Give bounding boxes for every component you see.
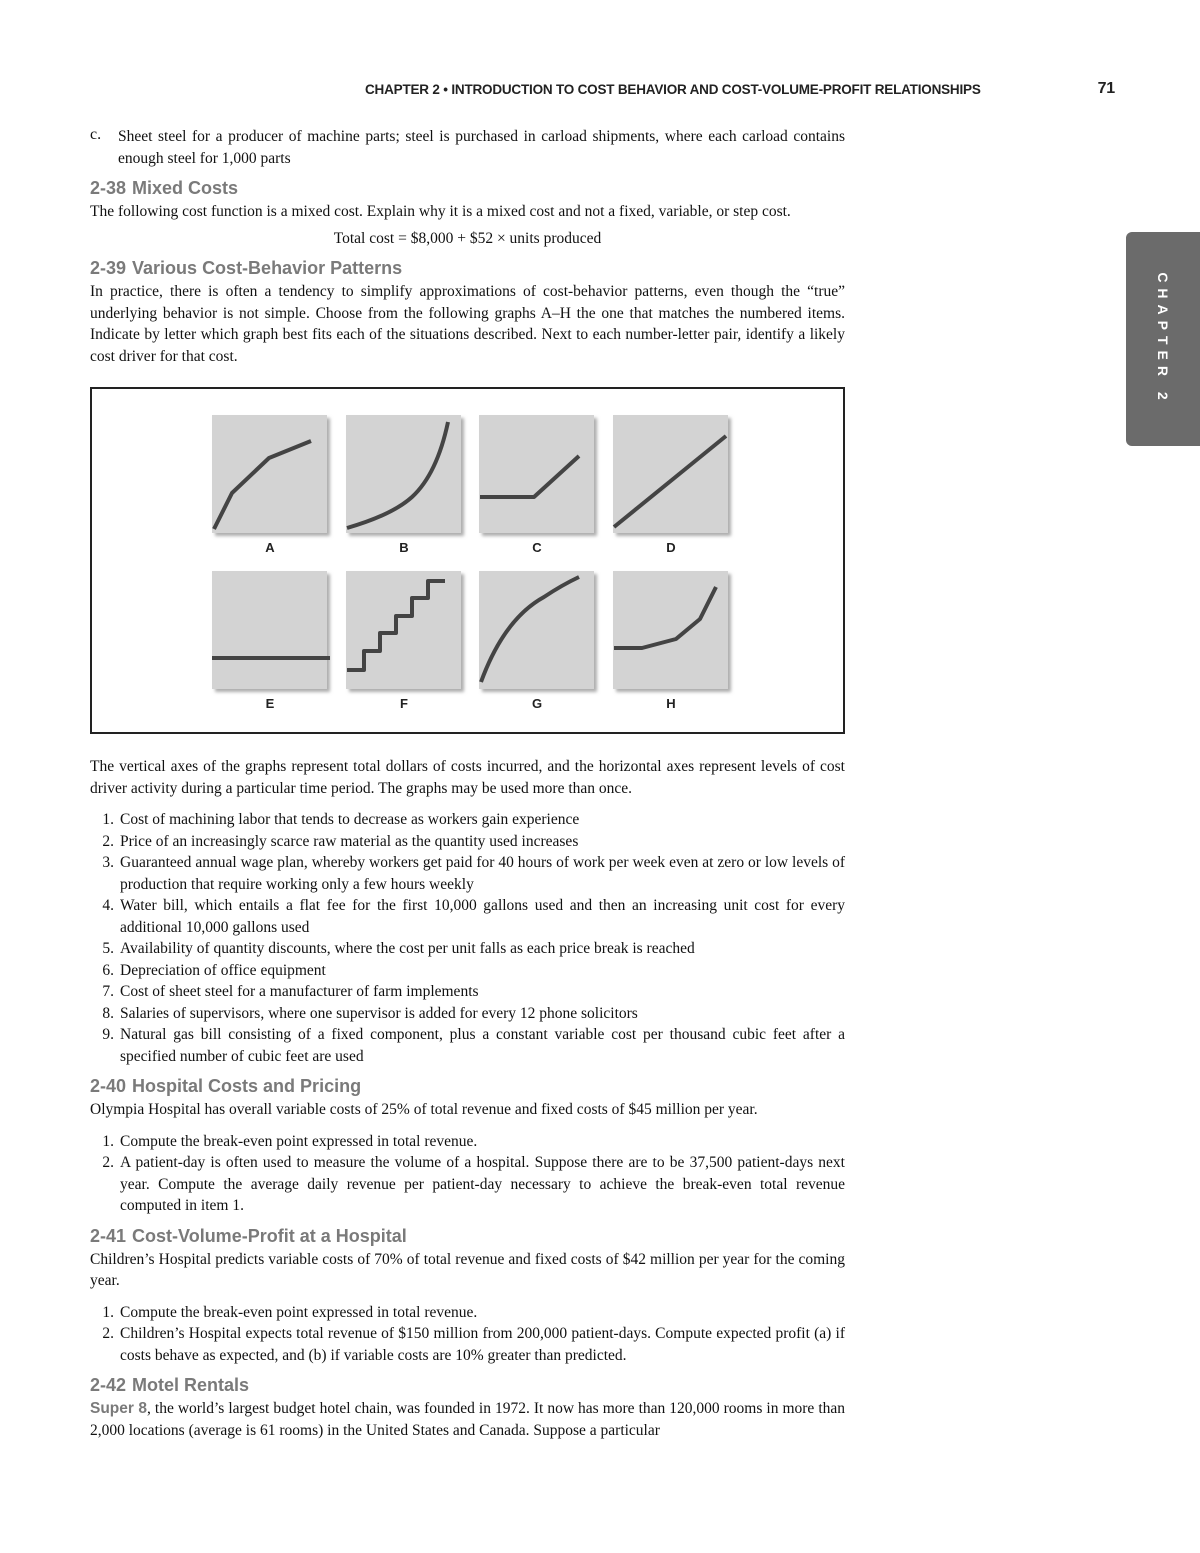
item-number: 2. <box>102 1325 114 1342</box>
numbered-list-2-40 <box>90 1131 845 1217</box>
list-item <box>90 960 845 982</box>
numbered-list-2-41 <box>90 1302 845 1367</box>
graph-explanation: The vertical axes of the graphs represent total dollars of costs incurred, and the horizontal axes represent levels of cost driver activity during a particular time period. The graphs may be used more than once. <box>90 758 845 797</box>
graph-panel-h <box>613 571 728 689</box>
exercise-number: 2-40 <box>90 1076 127 1096</box>
item-text: Cost of machining labor that tends to decrease as workers gain experience <box>120 811 580 828</box>
exercise-body <box>90 1398 845 1441</box>
item-number: 1. <box>102 811 114 828</box>
exercise-heading-2-42 <box>90 1374 845 1396</box>
item-label: c. <box>90 126 102 143</box>
exercise-number: 2-38 <box>90 178 127 198</box>
item-text: Children’s Hospital expects total revenue of $150 million from 200,000 patient-days. Compute expected profit (a) if costs behave as expected, and (b) if variable costs are 10% greater than predicted. <box>120 1325 845 1364</box>
graphs-svg <box>92 389 843 732</box>
exercise-body: Olympia Hospital has overall variable costs of 25% of total revenue and fixed costs of $45 million per year. <box>90 1101 758 1118</box>
graph-panel-g <box>479 571 594 689</box>
item-text: Compute the break-even point expressed in total revenue. <box>120 1303 478 1321</box>
graph-label-h: H <box>666 696 676 711</box>
item-text: Availability of quantity discounts, where the cost per unit falls as each price break is reached <box>120 940 695 957</box>
list-item <box>90 809 845 831</box>
exercise-body: In practice, there is often a tendency to simplify approximations of cost-behavior patterns, even though the “true” underlying behavior is not simple. Choose from the following graphs A–H the one that matches the numbered items. Indicate by letter which graph best fits each of the situations described. Next to each number-letter pair, identify a likely cost driver for that cost. <box>90 283 845 365</box>
item-text: Water bill, which entails a flat fee for the first 10,000 gallons used and then an increasing unit cost for every additional 10,000 gallons used <box>120 897 845 936</box>
graph-label-b: B <box>399 540 409 555</box>
exercise-heading-2-41 <box>90 1225 845 1247</box>
list-item <box>90 895 845 938</box>
graph-label-g: G <box>531 696 543 711</box>
item-number: 8. <box>102 1004 114 1022</box>
item-number: 3. <box>102 854 114 871</box>
numbered-list-2-39 <box>90 809 845 1067</box>
item-number: 9. <box>102 1026 114 1043</box>
exercise-title: Cost-Volume-Profit at a Hospital <box>132 1225 407 1246</box>
item-number: 1. <box>102 1303 114 1321</box>
running-title: CHAPTER 2 • INTRODUCTION TO COST BEHAVIOR AND COST-VOLUME-PROFIT RELATIONSHIPS <box>365 82 981 97</box>
item-number: 4. <box>102 897 114 914</box>
exercise-body: The following cost function is a mixed cost. Explain why it is a mixed cost and not a fixed, variable, or step cost. <box>90 203 791 220</box>
item-text: Cost of sheet steel for a manufacturer of farm implements <box>120 983 479 1000</box>
list-item <box>90 1024 845 1067</box>
exercise-heading-2-39 <box>90 257 845 279</box>
exercise-number: 2-39 <box>90 258 127 278</box>
chapter-tab <box>1126 232 1200 446</box>
page-number: 71 <box>1097 80 1115 97</box>
item-text: Natural gas bill consisting of a fixed component, plus a constant variable cost per thousand cubic feet after a specified number of cubic feet are used <box>120 1026 845 1065</box>
exercise-number: 2-42 <box>90 1375 127 1395</box>
list-item <box>90 852 845 895</box>
brand-name: Super 8 <box>90 1400 147 1417</box>
exercise-title: Hospital Costs and Pricing <box>132 1076 362 1096</box>
chapter-tab-label: CHAPTER 2 <box>1155 272 1171 406</box>
graph-label-d: D <box>666 540 676 555</box>
list-item <box>90 1131 845 1153</box>
graph-label-e: E <box>265 696 275 711</box>
graph-panel-c <box>479 415 594 533</box>
graph-panel-e <box>212 571 327 689</box>
graph-label-c: C <box>532 540 542 555</box>
list-item <box>90 1323 845 1366</box>
item-text: Price of an increasingly scarce raw material as the quantity used increases <box>120 832 579 850</box>
item-text: Depreciation of office equipment <box>120 961 326 979</box>
item-text: Compute the break-even point expressed in total revenue. <box>120 1132 478 1150</box>
exercise-body: Children’s Hospital predicts variable costs of 70% of total revenue and fixed costs of $42 million per year for the coming year. <box>90 1250 845 1289</box>
cost-formula: Total cost = $8,000 + $52 × units produced <box>333 229 602 247</box>
list-item <box>90 938 845 960</box>
item-text: Sheet steel for a producer of machine parts; steel is purchased in carload shipments, where each carload contains enough steel for 1,000 parts <box>118 128 845 167</box>
item-number: 6. <box>102 961 114 979</box>
list-item <box>90 1003 845 1025</box>
exercise-title: Motel Rentals <box>132 1375 250 1395</box>
page-content <box>90 126 845 1441</box>
item-text: A patient-day is often used to measure the volume of a hospital. Suppose there are to be 37,500 patient-days next year. Compute the average daily revenue per patient-day necessary to achieve the break-even total revenue computed in item 1. <box>120 1154 845 1214</box>
exercise-heading-2-40 <box>90 1075 845 1097</box>
list-item <box>90 126 845 169</box>
exercise-number: 2-41 <box>90 1225 127 1246</box>
running-head <box>365 80 1115 102</box>
graph-panel-a <box>212 415 327 533</box>
list-item <box>90 1152 845 1217</box>
item-number: 7. <box>102 983 114 1000</box>
cost-behavior-graphs <box>90 387 845 734</box>
exercise-body-text: , the world’s largest budget hotel chain, was founded in 1972. It now has more than 120,000 rooms in more than 2,000 locations (average is 61 rooms) in the United States and Canada. Suppose a particular <box>90 1400 845 1439</box>
list-item <box>90 831 845 853</box>
list-item <box>90 981 845 1003</box>
item-number: 1. <box>102 1132 114 1150</box>
list-item <box>90 1302 845 1324</box>
exercise-heading-2-38 <box>90 177 845 199</box>
item-number: 2. <box>102 832 114 850</box>
exercise-title: Various Cost-Behavior Patterns <box>132 258 403 278</box>
exercise-title: Mixed Costs <box>132 178 239 198</box>
graph-label-a: A <box>265 540 275 555</box>
item-text: Salaries of supervisors, where one supervisor is added for every 12 phone solicitors <box>120 1004 638 1022</box>
item-number: 5. <box>102 940 114 957</box>
graph-label-f: F <box>400 696 408 711</box>
item-text: Guaranteed annual wage plan, whereby workers get paid for 40 hours of work per week even at zero or low levels of production that require working only a few hours weekly <box>120 854 845 893</box>
item-number: 2. <box>102 1154 114 1171</box>
